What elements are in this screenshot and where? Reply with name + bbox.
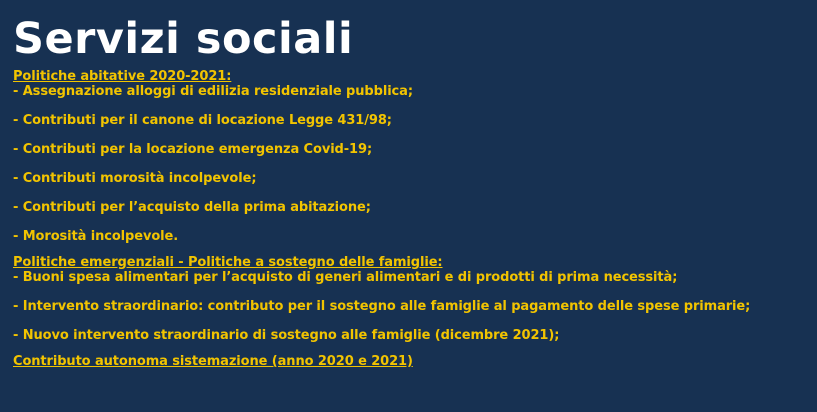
list-item: - Intervento straordinario: contributo per il sostegno alle famiglie al pagamento delle spese primarie; [13,299,751,314]
list-item: - Nuovo intervento straordinario di sostegno alle famiglie (dicembre 2021); [13,328,560,343]
item-list [13,84,817,244]
list-item: - Contributi per l’acquisto della prima abitazione; [13,200,371,215]
section-heading-link[interactable]: Contributo autonoma sistemazione (anno 2020 e 2021) [13,354,413,369]
list-item: - Assegnazione alloggi di edilizia residenziale pubblica; [13,84,413,99]
list-item: - Buoni spesa alimentari per l’acquisto di generi alimentari e di prodotti di prima necessità; [13,270,678,285]
list-item: - Contributi morosità incolpevole; [13,171,257,186]
section-politiche-abitative [13,70,817,244]
list-item: - Morosità incolpevole. [13,229,179,244]
section-heading-link[interactable]: Politiche abitative 2020-2021: [13,69,232,84]
section-politiche-emergenziali [13,256,817,343]
list-item: - Contributi per la locazione emergenza Covid-19; [13,142,373,157]
page-title: Servizi sociali [13,14,354,64]
list-item: - Contributi per il canone di locazione Legge 431/98; [13,113,392,128]
content-area [13,70,817,369]
section-heading-link[interactable]: Politiche emergenziali - Politiche a sostegno delle famiglie: [13,255,443,270]
item-list [13,270,817,343]
section-contributo-autonoma-sistemazione [13,355,817,369]
